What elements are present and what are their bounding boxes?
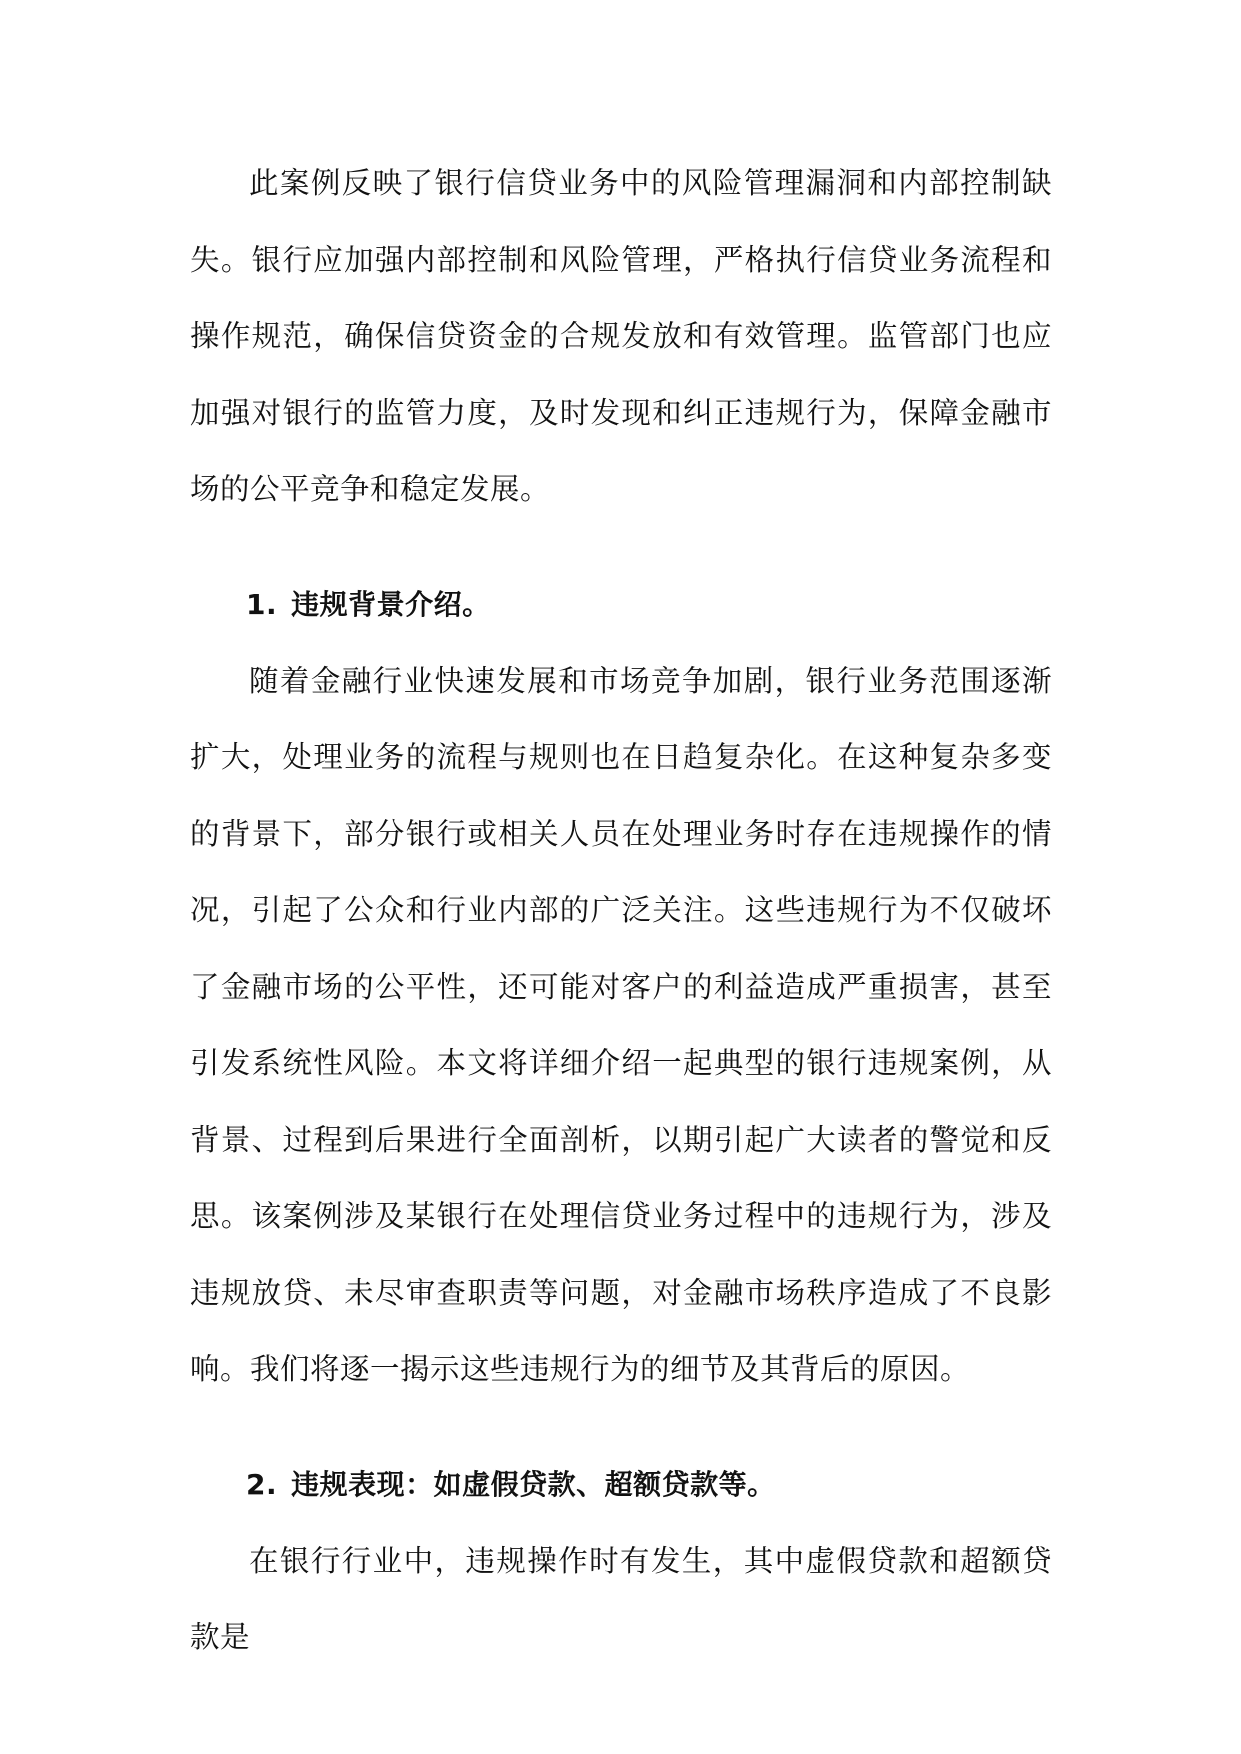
- section-number: 1.: [246, 587, 278, 621]
- body-paragraph: 在银行行业中，违规操作时有发生，其中虚假贷款和超额贷款是: [190, 1543, 1052, 1654]
- section-heading: [190, 567, 1052, 643]
- spacer: [190, 528, 1052, 567]
- body-paragraph: 此案例反映了银行信贷业务中的风险管理漏洞和内部控制缺失。银行应加强内部控制和风险管理，严格执行信贷业务流程和操作规范，确保信贷资金的合规发放和有效管理。监管部门也应加强对银行的监管力度，及时发现和纠正违规行为，保障金融市场的公平竞争和稳定发展。: [190, 166, 1052, 506]
- section-title: 违规表现：如虚假贷款、超额贷款等。: [291, 1467, 776, 1501]
- spacer: [190, 1408, 1052, 1447]
- body-paragraph: 随着金融行业快速发展和市场竞争加剧，银行业务范围逐渐扩大，处理业务的流程与规则也在日趋复杂化。在这种复杂多变的背景下，部分银行或相关人员在处理业务时存在违规操作的情况，引起了公众和行业内部的广泛关注。这些违规行为不仅破坏了金融市场的公平性，还可能对客户的利益造成严重损害，甚至引发系统性风险。本文将详细介绍一起典型的银行违规案例，从背景、过程到后果进行全面剖析，以期引起广大读者的警觉和反思。该案例涉及某银行在处理信贷业务过程中的违规行为，涉及违规放贷、未尽审查职责等问题，对金融市场秩序造成了不良影响。我们将逐一揭示这些违规行为的细节及其背后的原因。: [190, 663, 1052, 1386]
- section-number: 2.: [246, 1467, 278, 1501]
- section-heading: [190, 1447, 1052, 1523]
- document-body: [190, 145, 1052, 1676]
- section-title: 违规背景介绍。: [291, 587, 491, 621]
